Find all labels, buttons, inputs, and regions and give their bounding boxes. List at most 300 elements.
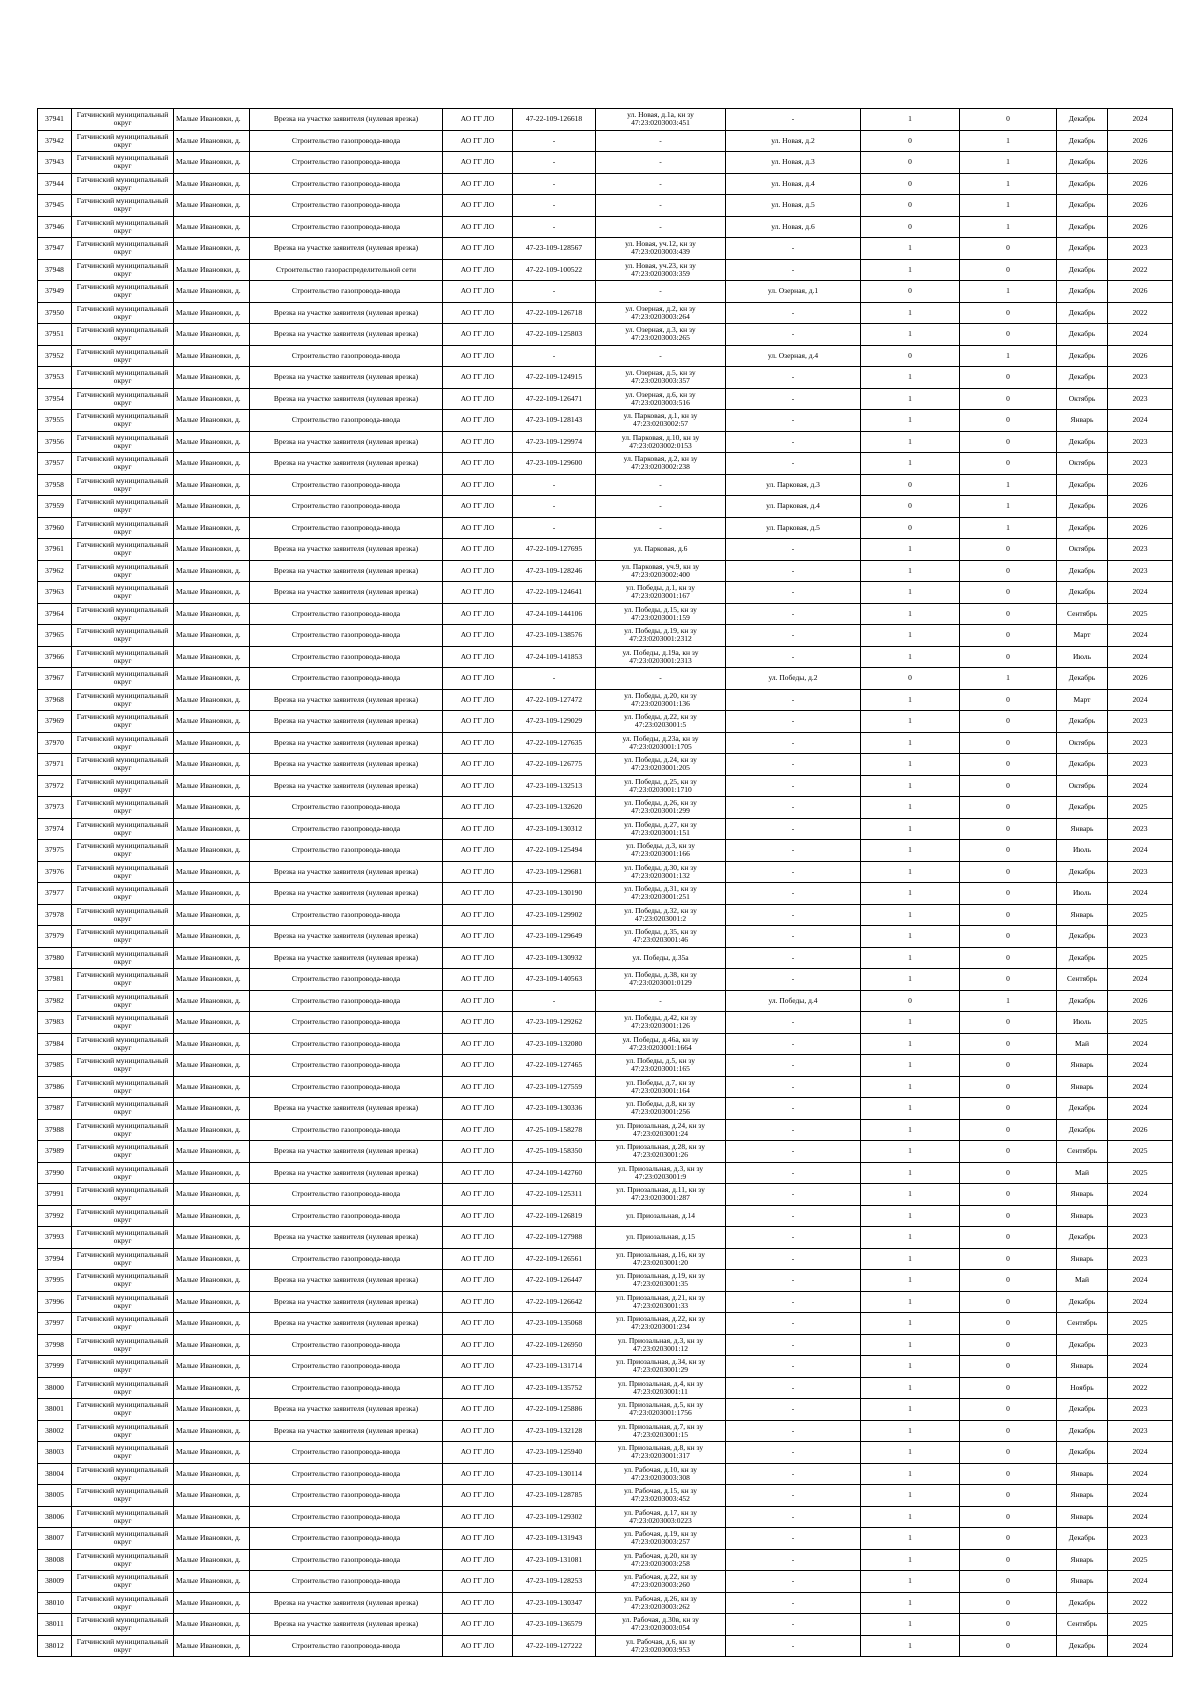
cadastral-address-cell: ул. Приозальная, д.11, кн зу 47:23:0203001:287 xyxy=(596,1184,726,1206)
month-cell: Декабрь xyxy=(1057,109,1108,131)
locality-cell: Малые Ивановки, д. xyxy=(174,195,250,217)
work-type-cell: Строительство газопровода-ввода xyxy=(250,195,443,217)
year-cell: 2023 xyxy=(1108,818,1173,840)
year-cell: 2024 xyxy=(1108,883,1173,905)
work-type-cell: Врезка на участке заявителя (нулевая врезка) xyxy=(250,1098,443,1120)
application-number-cell: - xyxy=(513,195,596,217)
indicator-1-cell: 1 xyxy=(861,539,960,561)
locality-cell: Малые Ивановки, д. xyxy=(174,431,250,453)
indicator-2-cell: 0 xyxy=(960,582,1057,604)
work-type-cell: Врезка на участке заявителя (нулевая врезка) xyxy=(250,1270,443,1292)
cadastral-address-cell: ул. Победы, д.46а, кн зу 47:23:0203001:1664 xyxy=(596,1033,726,1055)
work-type-cell: Строительство газопровода-ввода xyxy=(250,990,443,1012)
application-number-cell: 47-22-109-124641 xyxy=(513,582,596,604)
cadastral-address-cell: ул. Приозальная, д.21, кн зу 47:23:0203001:33 xyxy=(596,1291,726,1313)
locality-cell: Малые Ивановки, д. xyxy=(174,1592,250,1614)
object-address-cell: - xyxy=(726,1635,861,1657)
operator-cell: АО ГГ ЛО xyxy=(443,1399,513,1421)
cadastral-address-cell: ул. Приозальная, д.22, кн зу 47:23:0203001:234 xyxy=(596,1313,726,1335)
operator-cell: АО ГГ ЛО xyxy=(443,1571,513,1593)
cadastral-address-cell: ул. Парковая, д.2, кн зу 47:23:0203002:238 xyxy=(596,453,726,475)
municipality-cell: Гатчинский муниципальный округ xyxy=(72,1463,174,1485)
table-row xyxy=(38,1055,1173,1077)
municipality-cell: Гатчинский муниципальный округ xyxy=(72,1205,174,1227)
indicator-2-cell: 0 xyxy=(960,1270,1057,1292)
operator-cell: АО ГГ ЛО xyxy=(443,1270,513,1292)
table-row xyxy=(38,453,1173,475)
operator-cell: АО ГГ ЛО xyxy=(443,603,513,625)
municipality-cell: Гатчинский муниципальный округ xyxy=(72,173,174,195)
table-row xyxy=(38,754,1173,776)
indicator-2-cell: 0 xyxy=(960,883,1057,905)
application-number-cell: 47-23-109-130336 xyxy=(513,1098,596,1120)
indicator-2-cell: 0 xyxy=(960,1463,1057,1485)
operator-cell: АО ГГ ЛО xyxy=(443,324,513,346)
year-cell: 2023 xyxy=(1108,711,1173,733)
cadastral-address-cell: - xyxy=(596,216,726,238)
cadastral-address-cell: - xyxy=(596,517,726,539)
municipality-cell: Гатчинский муниципальный округ xyxy=(72,646,174,668)
application-number-cell: 47-22-109-127465 xyxy=(513,1055,596,1077)
table-row xyxy=(38,1377,1173,1399)
indicator-2-cell: 0 xyxy=(960,431,1057,453)
year-cell: 2024 xyxy=(1108,1033,1173,1055)
object-address-cell: - xyxy=(726,775,861,797)
table-row xyxy=(38,345,1173,367)
municipality-cell: Гатчинский муниципальный округ xyxy=(72,238,174,260)
cadastral-address-cell: ул. Приозальная, д.24, кн зу 47:23:0203001:24 xyxy=(596,1119,726,1141)
month-cell: Декабрь xyxy=(1057,861,1108,883)
work-type-cell: Врезка на участке заявителя (нулевая врезка) xyxy=(250,775,443,797)
object-address-cell: - xyxy=(726,904,861,926)
municipality-cell: Гатчинский муниципальный округ xyxy=(72,367,174,389)
object-address-cell: - xyxy=(726,1119,861,1141)
table-row xyxy=(38,367,1173,389)
table-row xyxy=(38,474,1173,496)
row-number: 38011 xyxy=(38,1614,72,1636)
cadastral-address-cell: - xyxy=(596,474,726,496)
work-type-cell: Строительство газопровода-ввода xyxy=(250,1442,443,1464)
indicator-1-cell: 1 xyxy=(861,775,960,797)
year-cell: 2026 xyxy=(1108,517,1173,539)
operator-cell: АО ГГ ЛО xyxy=(443,453,513,475)
locality-cell: Малые Ивановки, д. xyxy=(174,625,250,647)
locality-cell: Малые Ивановки, д. xyxy=(174,367,250,389)
locality-cell: Малые Ивановки, д. xyxy=(174,1076,250,1098)
locality-cell: Малые Ивановки, д. xyxy=(174,883,250,905)
year-cell: 2024 xyxy=(1108,1356,1173,1378)
work-type-cell: Строительство газопровода-ввода xyxy=(250,818,443,840)
row-number: 37999 xyxy=(38,1356,72,1378)
table-row xyxy=(38,1227,1173,1249)
table-row xyxy=(38,410,1173,432)
indicator-1-cell: 1 xyxy=(861,1549,960,1571)
row-number: 37972 xyxy=(38,775,72,797)
work-type-cell: Строительство газопровода-ввода xyxy=(250,840,443,862)
application-number-cell: 47-22-109-125803 xyxy=(513,324,596,346)
locality-cell: Малые Ивановки, д. xyxy=(174,281,250,303)
cadastral-address-cell: ул. Приозальная, д.28, кн зу 47:23:0203001:26 xyxy=(596,1141,726,1163)
object-address-cell: - xyxy=(726,1399,861,1421)
object-address-cell: - xyxy=(726,818,861,840)
indicator-2-cell: 0 xyxy=(960,302,1057,324)
month-cell: Декабрь xyxy=(1057,302,1108,324)
application-number-cell: 47-23-109-131943 xyxy=(513,1528,596,1550)
municipality-cell: Гатчинский муниципальный округ xyxy=(72,1098,174,1120)
month-cell: Январь xyxy=(1057,818,1108,840)
indicator-2-cell: 1 xyxy=(960,668,1057,690)
row-number: 37958 xyxy=(38,474,72,496)
year-cell: 2023 xyxy=(1108,1227,1173,1249)
year-cell: 2023 xyxy=(1108,1248,1173,1270)
table-row xyxy=(38,797,1173,819)
application-number-cell: 47-23-109-130932 xyxy=(513,947,596,969)
work-type-cell: Врезка на участке заявителя (нулевая врезка) xyxy=(250,926,443,948)
year-cell: 2025 xyxy=(1108,603,1173,625)
indicator-2-cell: 0 xyxy=(960,904,1057,926)
object-address-cell: - xyxy=(726,1571,861,1593)
work-type-cell: Строительство газопровода-ввода xyxy=(250,173,443,195)
month-cell: Май xyxy=(1057,1033,1108,1055)
indicator-1-cell: 1 xyxy=(861,1098,960,1120)
operator-cell: АО ГГ ЛО xyxy=(443,754,513,776)
operator-cell: АО ГГ ЛО xyxy=(443,109,513,131)
table-row xyxy=(38,152,1173,174)
application-number-cell: 47-25-109-158278 xyxy=(513,1119,596,1141)
indicator-1-cell: 1 xyxy=(861,1291,960,1313)
municipality-cell: Гатчинский муниципальный округ xyxy=(72,1162,174,1184)
application-number-cell: - xyxy=(513,496,596,518)
indicator-1-cell: 1 xyxy=(861,1076,960,1098)
table-row xyxy=(38,1248,1173,1270)
municipality-cell: Гатчинский муниципальный округ xyxy=(72,1141,174,1163)
object-address-cell: - xyxy=(726,1334,861,1356)
work-type-cell: Строительство газопровода-ввода xyxy=(250,474,443,496)
month-cell: Январь xyxy=(1057,1248,1108,1270)
month-cell: Декабрь xyxy=(1057,560,1108,582)
cadastral-address-cell: ул. Приозальная, д.8, кн зу 47:23:0203001:317 xyxy=(596,1442,726,1464)
row-number: 38000 xyxy=(38,1377,72,1399)
locality-cell: Малые Ивановки, д. xyxy=(174,840,250,862)
table-row xyxy=(38,1270,1173,1292)
month-cell: Январь xyxy=(1057,904,1108,926)
row-number: 37991 xyxy=(38,1184,72,1206)
cadastral-address-cell: - xyxy=(596,496,726,518)
application-number-cell: 47-22-109-126819 xyxy=(513,1205,596,1227)
indicator-1-cell: 1 xyxy=(861,1334,960,1356)
indicator-1-cell: 1 xyxy=(861,1485,960,1507)
row-number: 37962 xyxy=(38,560,72,582)
month-cell: Май xyxy=(1057,1162,1108,1184)
locality-cell: Малые Ивановки, д. xyxy=(174,259,250,281)
cadastral-address-cell: ул. Победы, д.26, кн зу 47:23:0203001:299 xyxy=(596,797,726,819)
month-cell: Декабрь xyxy=(1057,1098,1108,1120)
municipality-cell: Гатчинский муниципальный округ xyxy=(72,324,174,346)
work-type-cell: Врезка на участке заявителя (нулевая врезка) xyxy=(250,1313,443,1335)
row-number: 37953 xyxy=(38,367,72,389)
work-type-cell: Строительство газопровода-ввода xyxy=(250,1012,443,1034)
locality-cell: Малые Ивановки, д. xyxy=(174,496,250,518)
cadastral-address-cell: ул. Приозальная, д.3, кн зу 47:23:0203001:9 xyxy=(596,1162,726,1184)
month-cell: Январь xyxy=(1057,1485,1108,1507)
municipality-cell: Гатчинский муниципальный округ xyxy=(72,302,174,324)
work-type-cell: Врезка на участке заявителя (нулевая врезка) xyxy=(250,1592,443,1614)
indicator-1-cell: 1 xyxy=(861,840,960,862)
indicator-1-cell: 1 xyxy=(861,1227,960,1249)
municipality-cell: Гатчинский муниципальный округ xyxy=(72,732,174,754)
work-type-cell: Врезка на участке заявителя (нулевая врезка) xyxy=(250,431,443,453)
year-cell: 2023 xyxy=(1108,861,1173,883)
indicator-2-cell: 0 xyxy=(960,259,1057,281)
cadastral-address-cell: ул. Рабочая, д.6, кн зу 47:23:0203003:953 xyxy=(596,1635,726,1657)
year-cell: 2022 xyxy=(1108,259,1173,281)
work-type-cell: Врезка на участке заявителя (нулевая врезка) xyxy=(250,711,443,733)
year-cell: 2024 xyxy=(1108,1485,1173,1507)
row-number: 37942 xyxy=(38,130,72,152)
locality-cell: Малые Ивановки, д. xyxy=(174,1162,250,1184)
cadastral-address-cell: ул. Приозальная, д.3, кн зу 47:23:0203001:12 xyxy=(596,1334,726,1356)
work-type-cell: Врезка на участке заявителя (нулевая врезка) xyxy=(250,539,443,561)
row-number: 37946 xyxy=(38,216,72,238)
row-number: 37956 xyxy=(38,431,72,453)
work-type-cell: Строительство газопровода-ввода xyxy=(250,1463,443,1485)
object-address-cell: - xyxy=(726,582,861,604)
locality-cell: Малые Ивановки, д. xyxy=(174,173,250,195)
operator-cell: АО ГГ ЛО xyxy=(443,1033,513,1055)
indicator-2-cell: 0 xyxy=(960,324,1057,346)
table-row xyxy=(38,173,1173,195)
indicator-2-cell: 0 xyxy=(960,1119,1057,1141)
row-number: 37979 xyxy=(38,926,72,948)
cadastral-address-cell: ул. Победы, д.19а, кн зу 47:23:0203001:2313 xyxy=(596,646,726,668)
locality-cell: Малые Ивановки, д. xyxy=(174,324,250,346)
year-cell: 2026 xyxy=(1108,668,1173,690)
application-number-cell: 47-23-109-136579 xyxy=(513,1614,596,1636)
cadastral-address-cell: ул. Победы, д.3, кн зу 47:23:0203001:166 xyxy=(596,840,726,862)
locality-cell: Малые Ивановки, д. xyxy=(174,130,250,152)
locality-cell: Малые Ивановки, д. xyxy=(174,947,250,969)
month-cell: Июль xyxy=(1057,1012,1108,1034)
operator-cell: АО ГГ ЛО xyxy=(443,947,513,969)
year-cell: 2024 xyxy=(1108,324,1173,346)
indicator-1-cell: 1 xyxy=(861,109,960,131)
row-number: 37997 xyxy=(38,1313,72,1335)
object-address-cell: - xyxy=(726,1463,861,1485)
row-number: 38003 xyxy=(38,1442,72,1464)
indicator-1-cell: 1 xyxy=(861,1033,960,1055)
indicator-1-cell: 1 xyxy=(861,732,960,754)
locality-cell: Малые Ивановки, д. xyxy=(174,345,250,367)
object-address-cell: - xyxy=(726,1098,861,1120)
indicator-1-cell: 1 xyxy=(861,926,960,948)
application-number-cell: 47-23-109-129262 xyxy=(513,1012,596,1034)
year-cell: 2024 xyxy=(1108,775,1173,797)
municipality-cell: Гатчинский муниципальный округ xyxy=(72,1377,174,1399)
work-type-cell: Врезка на участке заявителя (нулевая врезка) xyxy=(250,1399,443,1421)
row-number: 37941 xyxy=(38,109,72,131)
cadastral-address-cell: ул. Победы, д.24, кн зу 47:23:0203001:205 xyxy=(596,754,726,776)
indicator-1-cell: 1 xyxy=(861,1119,960,1141)
cadastral-address-cell: ул. Победы, д.42, кн зу 47:23:0203001:126 xyxy=(596,1012,726,1034)
table-row xyxy=(38,238,1173,260)
year-cell: 2026 xyxy=(1108,990,1173,1012)
row-number: 37995 xyxy=(38,1270,72,1292)
application-number-cell: 47-23-109-130190 xyxy=(513,883,596,905)
indicator-2-cell: 0 xyxy=(960,560,1057,582)
object-address-cell: - xyxy=(726,238,861,260)
cadastral-address-cell: - xyxy=(596,345,726,367)
year-cell: 2025 xyxy=(1108,1141,1173,1163)
year-cell: 2024 xyxy=(1108,840,1173,862)
municipality-cell: Гатчинский муниципальный округ xyxy=(72,711,174,733)
year-cell: 2025 xyxy=(1108,1549,1173,1571)
municipality-cell: Гатчинский муниципальный округ xyxy=(72,689,174,711)
application-number-cell: 47-23-109-129681 xyxy=(513,861,596,883)
cadastral-address-cell: ул. Озерная, д.5, кн зу 47:23:0203003:357 xyxy=(596,367,726,389)
work-type-cell: Врезка на участке заявителя (нулевая врезка) xyxy=(250,732,443,754)
year-cell: 2026 xyxy=(1108,216,1173,238)
application-number-cell: 47-23-109-132128 xyxy=(513,1420,596,1442)
indicator-2-cell: 1 xyxy=(960,496,1057,518)
locality-cell: Малые Ивановки, д. xyxy=(174,1033,250,1055)
indicator-2-cell: 0 xyxy=(960,1334,1057,1356)
municipality-cell: Гатчинский муниципальный округ xyxy=(72,603,174,625)
application-number-cell: 47-23-109-130114 xyxy=(513,1463,596,1485)
indicator-1-cell: 1 xyxy=(861,1377,960,1399)
municipality-cell: Гатчинский муниципальный округ xyxy=(72,1334,174,1356)
month-cell: Июль xyxy=(1057,840,1108,862)
row-number: 37947 xyxy=(38,238,72,260)
operator-cell: АО ГГ ЛО xyxy=(443,560,513,582)
month-cell: Январь xyxy=(1057,1055,1108,1077)
indicator-1-cell: 1 xyxy=(861,1614,960,1636)
locality-cell: Малые Ивановки, д. xyxy=(174,926,250,948)
year-cell: 2024 xyxy=(1108,410,1173,432)
cadastral-address-cell: ул. Победы, д.25, кн зу 47:23:0203001:1710 xyxy=(596,775,726,797)
cadastral-address-cell: ул. Озерная, д.6, кн зу 47:23:0203003:516 xyxy=(596,388,726,410)
locality-cell: Малые Ивановки, д. xyxy=(174,1291,250,1313)
application-number-cell: - xyxy=(513,517,596,539)
work-type-cell: Врезка на участке заявителя (нулевая врезка) xyxy=(250,947,443,969)
table-row xyxy=(38,1399,1173,1421)
row-number: 37988 xyxy=(38,1119,72,1141)
work-type-cell: Строительство газопровода-ввода xyxy=(250,1076,443,1098)
table-row xyxy=(38,539,1173,561)
indicator-2-cell: 0 xyxy=(960,1033,1057,1055)
cadastral-address-cell: ул. Парковая, д.1, кн зу 47:23:0203002:57 xyxy=(596,410,726,432)
month-cell: Май xyxy=(1057,1270,1108,1292)
application-number-cell: - xyxy=(513,990,596,1012)
locality-cell: Малые Ивановки, д. xyxy=(174,1635,250,1657)
application-number-cell: 47-23-109-132620 xyxy=(513,797,596,819)
month-cell: Декабрь xyxy=(1057,195,1108,217)
month-cell: Сентябрь xyxy=(1057,1141,1108,1163)
indicator-1-cell: 1 xyxy=(861,1141,960,1163)
work-type-cell: Врезка на участке заявителя (нулевая врезка) xyxy=(250,861,443,883)
year-cell: 2024 xyxy=(1108,625,1173,647)
month-cell: Октябрь xyxy=(1057,388,1108,410)
cadastral-address-cell: - xyxy=(596,668,726,690)
month-cell: Декабрь xyxy=(1057,1420,1108,1442)
month-cell: Декабрь xyxy=(1057,1119,1108,1141)
row-number: 38002 xyxy=(38,1420,72,1442)
table-row xyxy=(38,732,1173,754)
row-number: 38008 xyxy=(38,1549,72,1571)
application-number-cell: 47-22-109-125494 xyxy=(513,840,596,862)
year-cell: 2026 xyxy=(1108,281,1173,303)
cadastral-address-cell: ул. Рабочая, д.20, кн зу 47:23:0203003:258 xyxy=(596,1549,726,1571)
work-type-cell: Строительство газопровода-ввода xyxy=(250,152,443,174)
locality-cell: Малые Ивановки, д. xyxy=(174,732,250,754)
indicator-1-cell: 0 xyxy=(861,517,960,539)
indicator-1-cell: 1 xyxy=(861,904,960,926)
application-number-cell: 47-23-109-129600 xyxy=(513,453,596,475)
object-address-cell: - xyxy=(726,1592,861,1614)
operator-cell: АО ГГ ЛО xyxy=(443,1012,513,1034)
work-type-cell: Врезка на участке заявителя (нулевая врезка) xyxy=(250,1291,443,1313)
operator-cell: АО ГГ ЛО xyxy=(443,1485,513,1507)
object-address-cell: ул. Парковая, д.5 xyxy=(726,517,861,539)
table-row xyxy=(38,560,1173,582)
operator-cell: АО ГГ ЛО xyxy=(443,990,513,1012)
locality-cell: Малые Ивановки, д. xyxy=(174,539,250,561)
year-cell: 2024 xyxy=(1108,1442,1173,1464)
application-number-cell: 47-22-109-126561 xyxy=(513,1248,596,1270)
municipality-cell: Гатчинский муниципальный округ xyxy=(72,754,174,776)
year-cell: 2026 xyxy=(1108,496,1173,518)
cadastral-address-cell: ул. Победы, д.5, кн зу 47:23:0203001:165 xyxy=(596,1055,726,1077)
row-number: 37949 xyxy=(38,281,72,303)
year-cell: 2022 xyxy=(1108,1377,1173,1399)
table-row xyxy=(38,818,1173,840)
row-number: 37974 xyxy=(38,818,72,840)
month-cell: Март xyxy=(1057,625,1108,647)
year-cell: 2026 xyxy=(1108,152,1173,174)
month-cell: Декабрь xyxy=(1057,1334,1108,1356)
locality-cell: Малые Ивановки, д. xyxy=(174,1356,250,1378)
table-row xyxy=(38,625,1173,647)
operator-cell: АО ГГ ЛО xyxy=(443,1635,513,1657)
operator-cell: АО ГГ ЛО xyxy=(443,797,513,819)
work-type-cell: Строительство газопровода-ввода xyxy=(250,1119,443,1141)
object-address-cell: ул. Победы, д.4 xyxy=(726,990,861,1012)
row-number: 37959 xyxy=(38,496,72,518)
operator-cell: АО ГГ ЛО xyxy=(443,1356,513,1378)
locality-cell: Малые Ивановки, д. xyxy=(174,1119,250,1141)
indicator-1-cell: 0 xyxy=(861,345,960,367)
operator-cell: АО ГГ ЛО xyxy=(443,775,513,797)
indicator-2-cell: 1 xyxy=(960,173,1057,195)
work-type-cell: Строительство газопровода-ввода xyxy=(250,904,443,926)
operator-cell: АО ГГ ЛО xyxy=(443,840,513,862)
operator-cell: АО ГГ ЛО xyxy=(443,1248,513,1270)
month-cell: Декабрь xyxy=(1057,1399,1108,1421)
indicator-2-cell: 0 xyxy=(960,1420,1057,1442)
operator-cell: АО ГГ ЛО xyxy=(443,1528,513,1550)
indicator-1-cell: 1 xyxy=(861,1270,960,1292)
application-number-cell: - xyxy=(513,152,596,174)
application-number-cell: 47-25-109-158350 xyxy=(513,1141,596,1163)
object-address-cell: - xyxy=(726,1227,861,1249)
indicator-2-cell: 0 xyxy=(960,1614,1057,1636)
locality-cell: Малые Ивановки, д. xyxy=(174,904,250,926)
municipality-cell: Гатчинский муниципальный округ xyxy=(72,1356,174,1378)
month-cell: Декабрь xyxy=(1057,668,1108,690)
object-address-cell: - xyxy=(726,625,861,647)
municipality-cell: Гатчинский муниципальный округ xyxy=(72,388,174,410)
municipality-cell: Гатчинский муниципальный округ xyxy=(72,1485,174,1507)
work-type-cell: Строительство газопровода-ввода xyxy=(250,625,443,647)
